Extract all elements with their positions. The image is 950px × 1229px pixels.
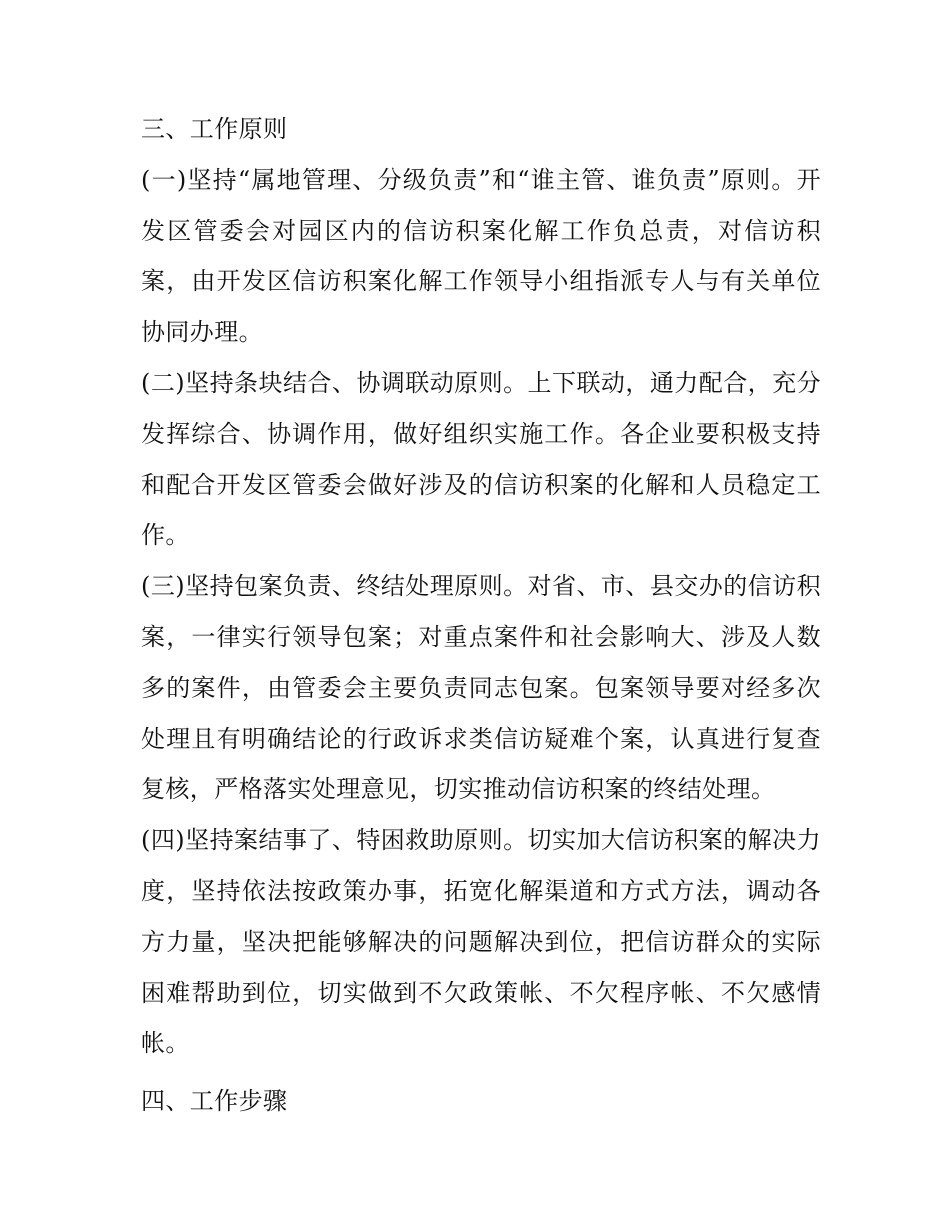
section-heading-work-steps: 四、工作步骤 [141, 1087, 288, 1116]
paragraph-principle-2: (二)坚持条块结合、协调联动原则。上下联动，通力配合，充分发挥综合、协调作用，做好组织实施工作。各企业要积极支持和配合开发区管委会做好涉及的信访积案的化解和人员稳定工作。 [141, 368, 821, 550]
paragraph-principle-3: (三)坚持包案负责、终结处理原则。对省、市、县交办的信访积案，一律实行领导包案；对重点案件和社会影响大、涉及人数多的案件，由管委会主要负责同志包案。包案领导要对经多次处理且有明确结论的行政诉求类信访疑难个案，认真进行复查复核，严格落实处理意见，切实推动信访积案的终结处理。 [141, 572, 821, 804]
paragraph-principle-1: (一)坚持“属地管理、分级负责”和“谁主管、谁负责”原则。开发区管委会对园区内的信访积案化解工作负总责，对信访积案，由开发区信访积案化解工作领导小组指派专人与有关单位协同办理。 [141, 165, 821, 347]
section-heading-work-principles: 三、工作原则 [141, 115, 288, 143]
paragraph-principle-4: (四)坚持案结事了、特困救助原则。切实加大信访积案的解决力度，坚持依法按政策办事，拓宽化解渠道和方式方法，调动各方力量，坚决把能够解决的问题解决到位，把信访群众的实际困难帮助到位，切实做到不欠政策帐、不欠程序帐、不欠感情帐。 [141, 826, 821, 1058]
document-page [141, 104, 821, 1127]
